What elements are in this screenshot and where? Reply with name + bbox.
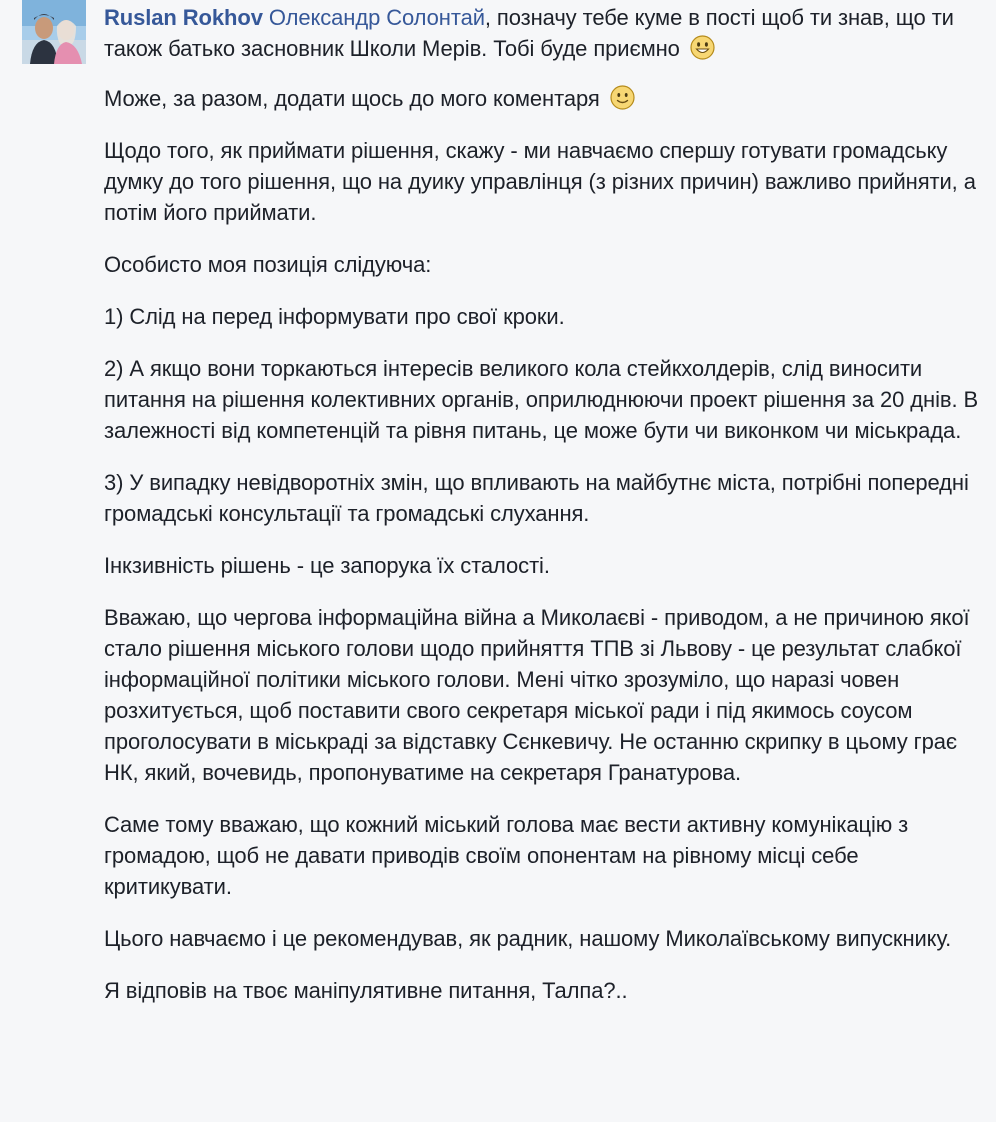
paragraph-3: Особисто моя позиція слідуюча: [104,252,432,277]
author-link[interactable]: Ruslan Rokhov [104,5,263,30]
paragraph-text: Може, за разом, додати щось до мого коментаря [104,86,600,111]
paragraph-2: Щодо того, як приймати рішення, скажу - ми навчаємо спершу готувати громадську думку до того рішення, що на дуику управлінця (з різних причин) важливо прийняти, а потім його приймати. [104,138,976,225]
avatar-photo-icon [22,0,86,64]
paragraph-4: 1) Слід на перед інформувати про свої кроки. [104,304,565,329]
paragraph-11: Я відповів на твоє маніпулятивне питання, Талпа?.. [104,978,628,1003]
paragraph-10: Цього навчаємо і це рекомендував, як радник, нашому Миколаївському випускнику. [104,926,952,951]
slight-smile-emoji-icon [610,85,635,110]
first-paragraph-text: , позначу тебе куме в пості щоб ти знав, що ти також батько засновник Школи Мерів. Тобі буде приємно [104,5,954,61]
paragraph-5: 2) А якщо вони торкаються інтересів великого кола стейкхолдерів, слід виносити питання на рішення колективних органів, оприлюднюючи проект рішення за 20 днів. В залежності від компетенцій та рівня питань, це може бути чи виконком чи міськрада. [104,356,979,443]
paragraph-8: Вважаю, що чергова інформаційна війна а Миколаєві - приводом, а не причиною якої стало рішення міського голови щодо прийняття ТПВ зі Львову - це результат слабкої інформаційної політики міського голови. Мені чітко зрозуміло, що наразі човен розхитується, щоб поставити свого секретаря міської ради і під якимось соусом проголосувати в міськраді за відставку Сєнкевичу. Не останню скрипку в цьому грає НК, який, вочевидь, пропонуватиме на секретаря Гранатурова. [104,605,970,785]
comment-first-paragraph [104,2,984,64]
avatar[interactable] [22,0,86,64]
paragraph-7: Інкзивність рішень - це запорука їх сталості. [104,553,550,578]
comment-body [104,2,984,1027]
mention-link[interactable]: Олександр Солонтай [268,5,485,30]
paragraph-6: 3) У випадку невідворотніх змін, що впливають на майбутнє міста, потрібні попередні громадські консультації та громадські слухання. [104,470,969,526]
smile-emoji-icon [690,35,715,60]
paragraph-1 [104,83,984,114]
paragraph-9: Саме тому вважаю, що кожний міський голова має вести активну комунікацію з громадою, щоб не давати приводів своїм опонентам на рівному місці себе критикувати. [104,812,909,899]
